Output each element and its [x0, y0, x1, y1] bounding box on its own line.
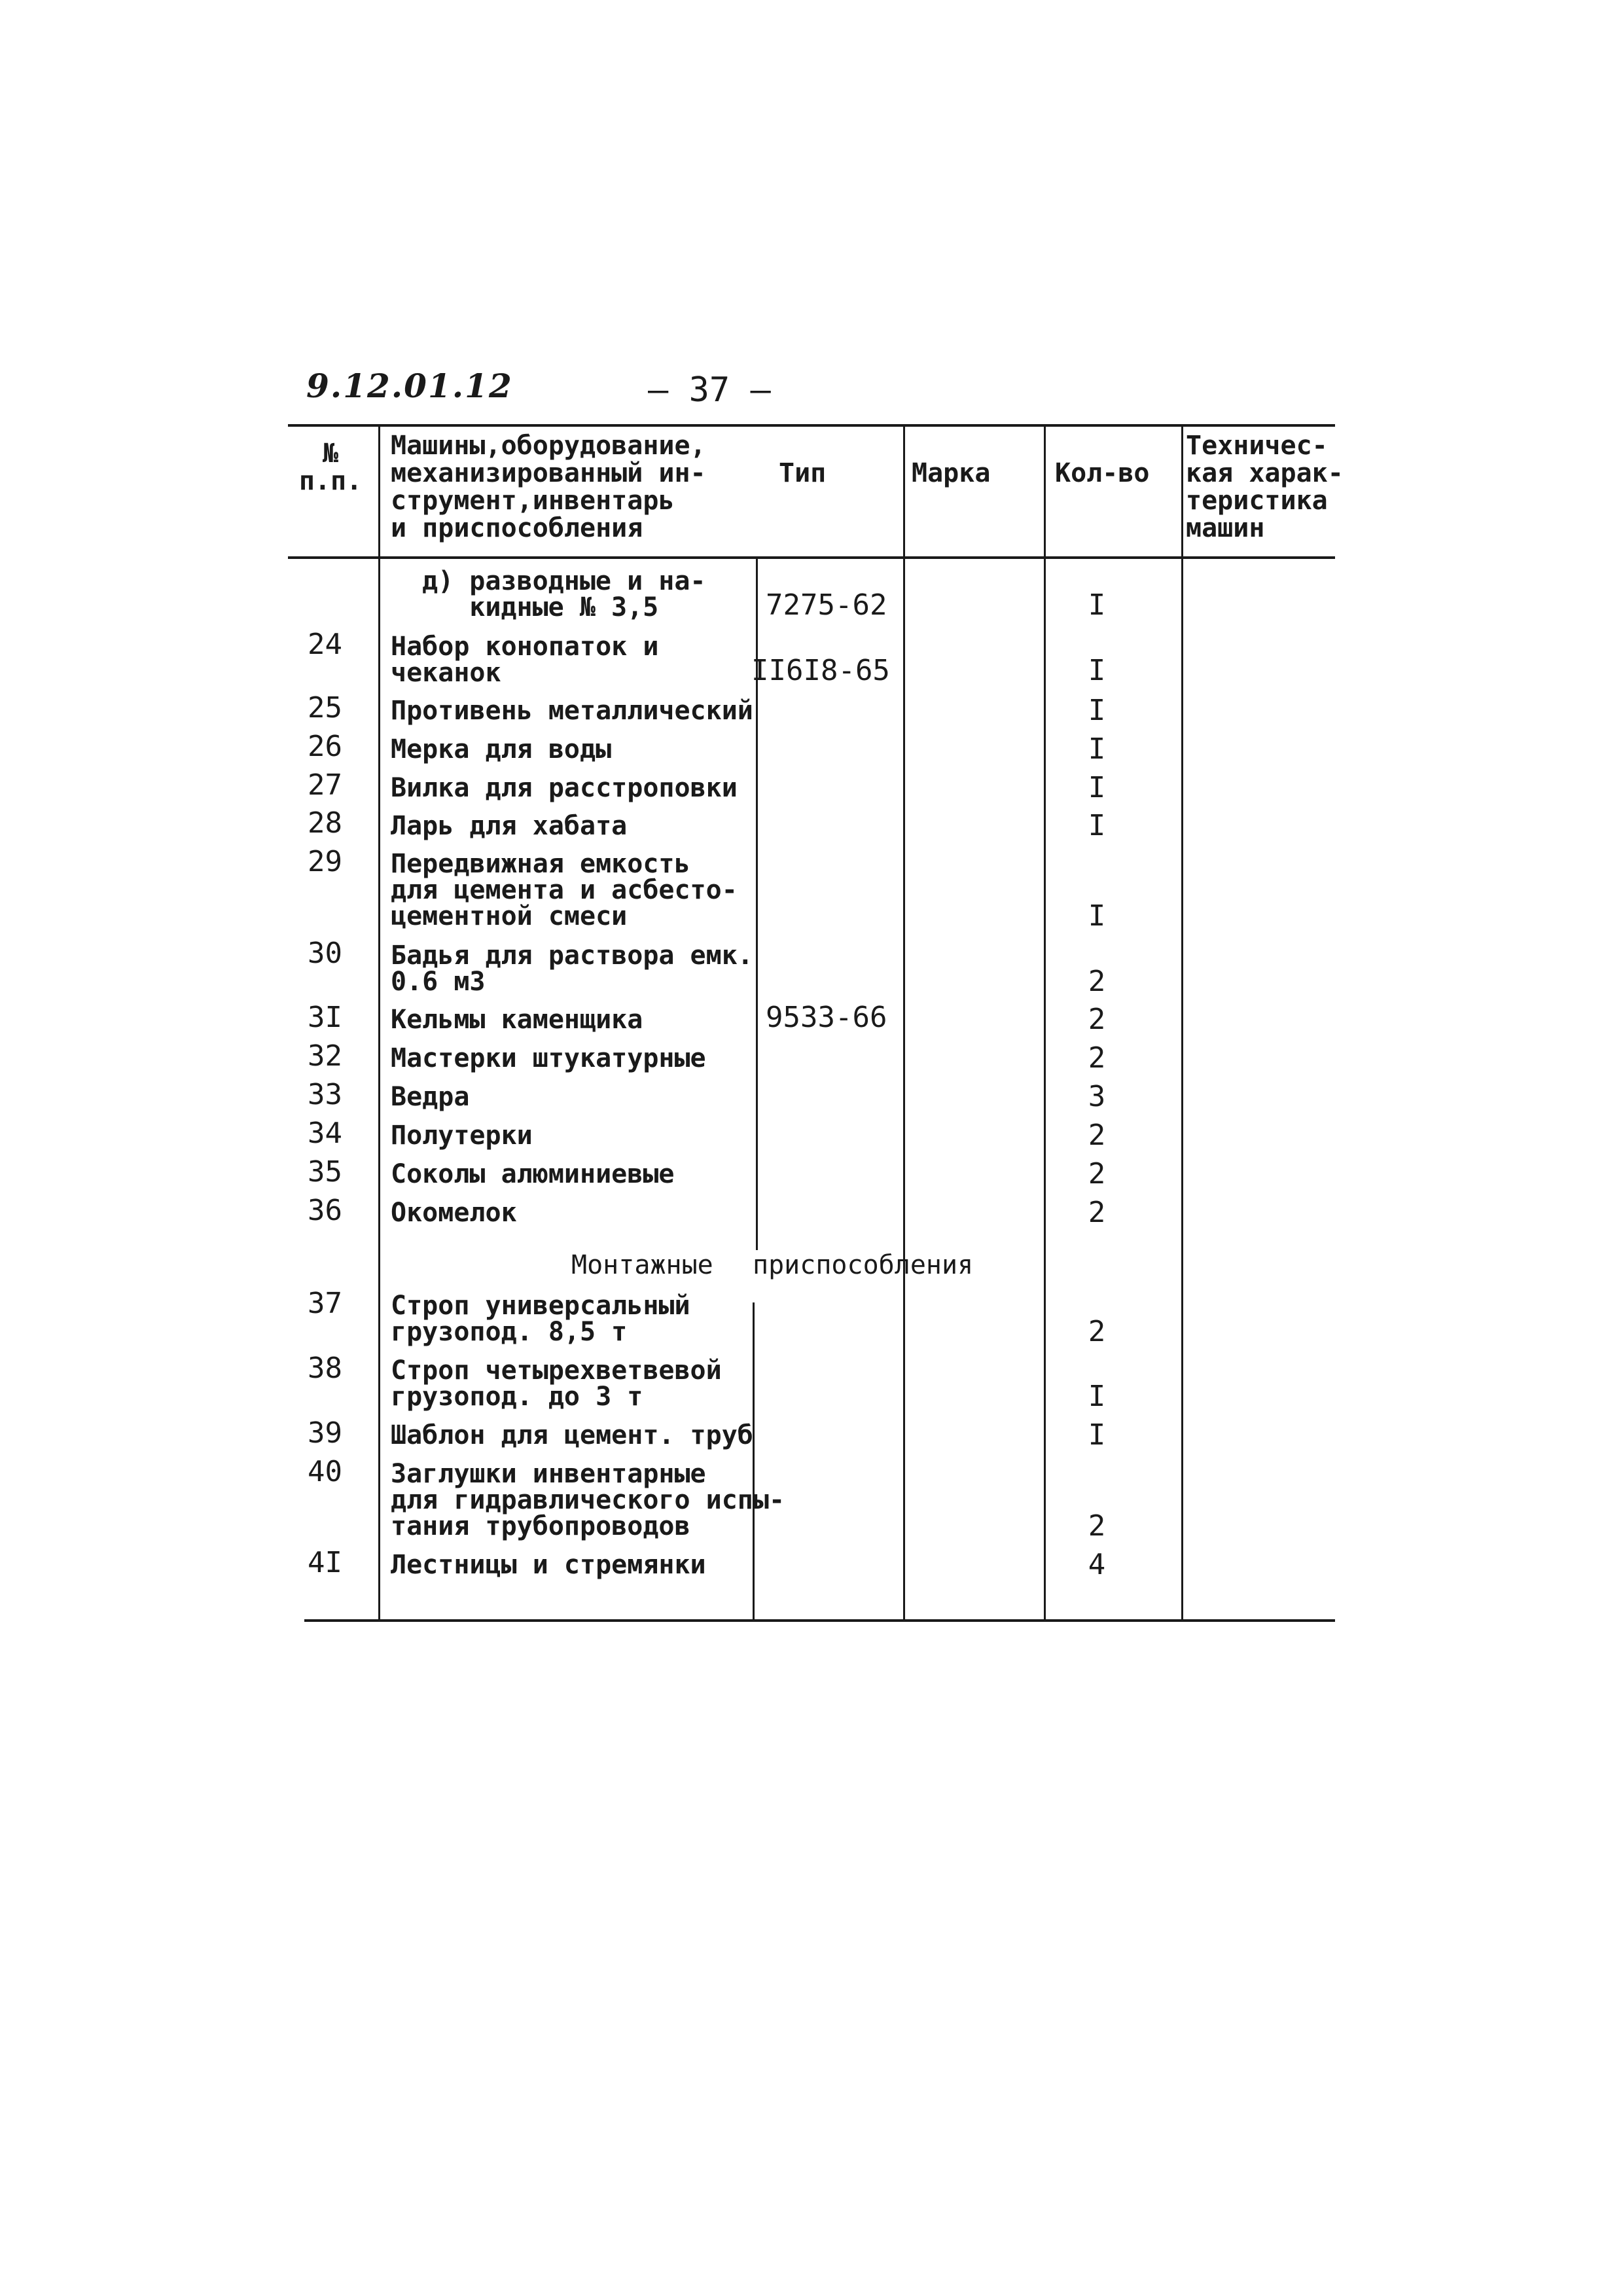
- table-top-rule: [288, 424, 1335, 427]
- row-name: Строп четырехветвевой грузопод. до 3 т: [391, 1355, 722, 1412]
- row-name: Мастерки штукатурные: [391, 1043, 706, 1073]
- column-divider: [378, 424, 380, 1619]
- row-name: Ларь для хабата: [391, 811, 628, 841]
- row-num: 30: [308, 937, 342, 970]
- row-name: Набор конопаток и чеканок: [391, 632, 659, 688]
- row-name: Заглушки инвентарные для гидравлического испы- тания трубопроводов: [391, 1459, 785, 1541]
- section-heading: приспособления: [753, 1250, 974, 1280]
- row-name: Вилка для расстроповки: [391, 773, 738, 803]
- row-num: 24: [308, 628, 342, 661]
- row-qty: 2: [1088, 1315, 1106, 1348]
- row-type: 7275-62: [766, 588, 887, 622]
- table-bottom-rule: [304, 1619, 1335, 1622]
- row-num: 32: [308, 1039, 342, 1073]
- row-qty: I: [1088, 809, 1106, 842]
- row-name: Противень металлический: [391, 696, 753, 726]
- row-qty: 2: [1088, 965, 1106, 998]
- row-qty: 3: [1088, 1080, 1106, 1113]
- row-name: Соколы алюминиевые: [391, 1159, 675, 1189]
- row-qty: 2: [1088, 1196, 1106, 1229]
- header-num: № п.п.: [298, 439, 363, 496]
- header-qty: Кол-во: [1055, 458, 1150, 488]
- row-num: 34: [308, 1117, 342, 1150]
- document-code: 9.12.01.12: [306, 367, 513, 405]
- header-tech: Техничес- кая харак- теристика машин: [1186, 431, 1344, 543]
- row-num: 39: [308, 1416, 342, 1450]
- row-name: Кельмы каменщика: [391, 1005, 643, 1035]
- row-name: Строп универсальный грузопод. 8,5 т: [391, 1291, 690, 1347]
- row-num: 25: [308, 691, 342, 725]
- row-type: 9533-66: [766, 1001, 887, 1034]
- row-qty: 4: [1088, 1548, 1106, 1581]
- row-num: 3I: [308, 1001, 342, 1034]
- row-qty: I: [1088, 732, 1106, 766]
- column-divider: [1044, 424, 1046, 1619]
- row-qty: 2: [1088, 1041, 1106, 1075]
- header-name: Машины,оборудование, механизированный ин- струмент,инвентарь и приспособления: [391, 431, 706, 543]
- row-num: 29: [308, 845, 342, 878]
- row-name: Окомелок: [391, 1198, 517, 1228]
- row-name: Лестницы и стремянки: [391, 1550, 706, 1580]
- row-name: Полутерки: [391, 1121, 533, 1151]
- row-name: д) разводные и на- кидные № 3,5: [422, 566, 706, 622]
- row-name: Передвижная емкость для цемента и асбесто- цементной смеси: [391, 849, 738, 931]
- row-qty: I: [1088, 694, 1106, 727]
- row-qty: 2: [1088, 1157, 1106, 1191]
- row-name: Ведра: [391, 1082, 470, 1112]
- row-num: 37: [308, 1287, 342, 1320]
- row-num: 28: [308, 806, 342, 840]
- row-num: 35: [308, 1155, 342, 1189]
- row-num: 27: [308, 768, 342, 802]
- page-number: — 37 —: [648, 370, 771, 410]
- row-num: 4I: [308, 1546, 342, 1579]
- row-qty: 2: [1088, 1003, 1106, 1036]
- column-divider: [1181, 424, 1183, 1619]
- row-qty: I: [1088, 899, 1106, 933]
- row-qty: I: [1088, 1380, 1106, 1413]
- row-num: 26: [308, 730, 342, 763]
- row-num: 36: [308, 1194, 342, 1227]
- row-qty: I: [1088, 654, 1106, 687]
- row-name: Бадья для раствора емк. 0.6 м3: [391, 941, 753, 997]
- row-qty: I: [1088, 588, 1106, 622]
- row-num: 40: [308, 1455, 342, 1488]
- row-qty: 2: [1088, 1509, 1106, 1543]
- header-bottom-rule: [288, 556, 1335, 559]
- row-qty: I: [1088, 771, 1106, 804]
- header-brand: Марка: [912, 458, 991, 488]
- row-name: Мерка для воды: [391, 734, 612, 764]
- row-type: II6I8-65: [751, 654, 890, 687]
- column-divider: [903, 424, 905, 1619]
- row-qty: 2: [1088, 1119, 1106, 1152]
- section-heading: Монтажные: [571, 1250, 713, 1280]
- header-type: Тип: [779, 458, 827, 488]
- row-qty: I: [1088, 1418, 1106, 1452]
- row-num: 33: [308, 1078, 342, 1111]
- row-name: Шаблон для цемент. труб: [391, 1420, 753, 1450]
- row-num: 38: [308, 1352, 342, 1385]
